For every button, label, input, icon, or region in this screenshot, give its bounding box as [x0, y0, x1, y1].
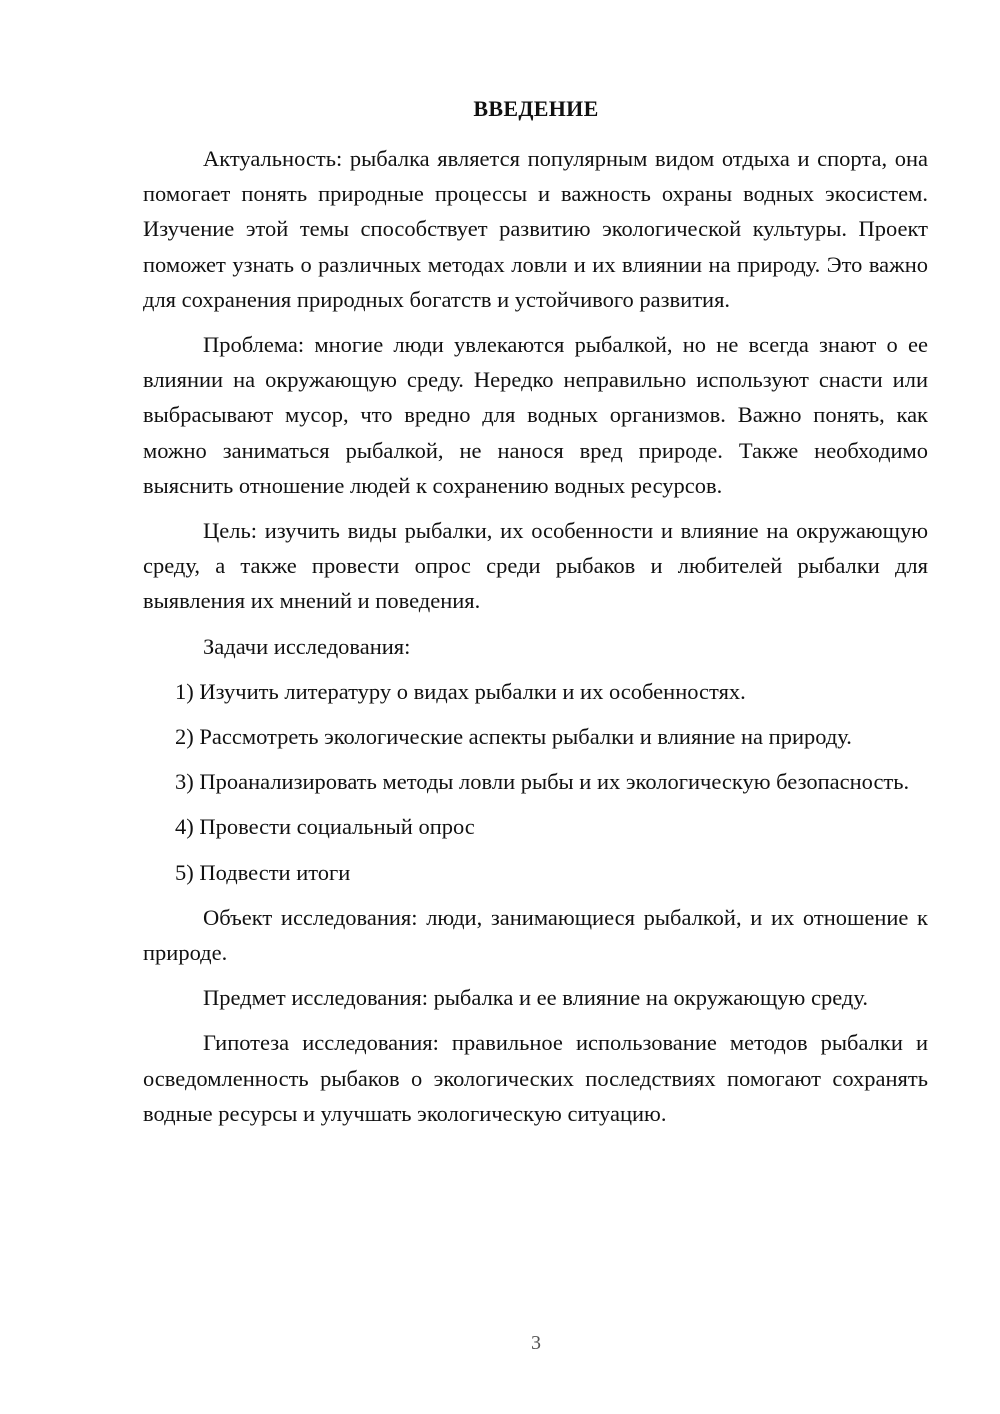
goal-paragraph: Цель: изучить виды рыбалки, их особенности и влияние на окружающую среду, а также провести опрос среди рыбаков и любителей рыбалки для выявления их мнений и поведения.: [143, 518, 928, 614]
tasks-title: Задачи исследования:: [203, 633, 411, 659]
document-body: [143, 141, 928, 1141]
task-item-4: 4) Провести социальный опрос: [175, 814, 475, 840]
task-item-2: 2) Рассмотреть экологические аспекты рыбалки и влияние на природу.: [175, 724, 852, 750]
object-paragraph: Объект исследования: люди, занимающиеся рыбалкой, и их отношение к природе.: [143, 904, 928, 966]
page-number: 3: [531, 1332, 541, 1354]
section-heading: ВВЕДЕНИЕ: [473, 96, 599, 121]
relevance-paragraph: Актуальность: рыбалка является популярным видом отдыха и спорта, она помогает понять природные процессы и важность охраны водных экосистем. Изучение этой темы способствует развитию экологической культуры. Проект поможет узнать о различных методах ловли и их влиянии на природу. Это важно для сохранения природных богатств и устойчивого развития.: [143, 146, 928, 312]
task-item-5: 5) Подвести итоги: [175, 859, 351, 885]
task-item-3: 3) Проанализировать методы ловли рыбы и их экологическую безопасность.: [175, 769, 910, 795]
problem-paragraph: Проблема: многие люди увлекаются рыбалкой, но не всегда знают о ее влиянии на окружающую среду. Нередко неправильно используют снасти или выбрасывают мусор, что вредно для водных организмов. Важно понять, как можно заниматься рыбалкой, не нанося вред природе. Также необходимо выяснить отношение людей к сохранению водных ресурсов.: [143, 332, 928, 498]
task-item-1: 1) Изучить литературу о видах рыбалки и их особенностях.: [175, 678, 746, 704]
hypothesis-paragraph: Гипотеза исследования: правильное использование методов рыбалки и осведомленность рыбаков о экологических последствиях помогают сохранять водные ресурсы и улучшать экологическую ситуацию.: [143, 1030, 928, 1126]
subject-paragraph: Предмет исследования: рыбалка и ее влияние на окружающую среду.: [203, 985, 868, 1011]
